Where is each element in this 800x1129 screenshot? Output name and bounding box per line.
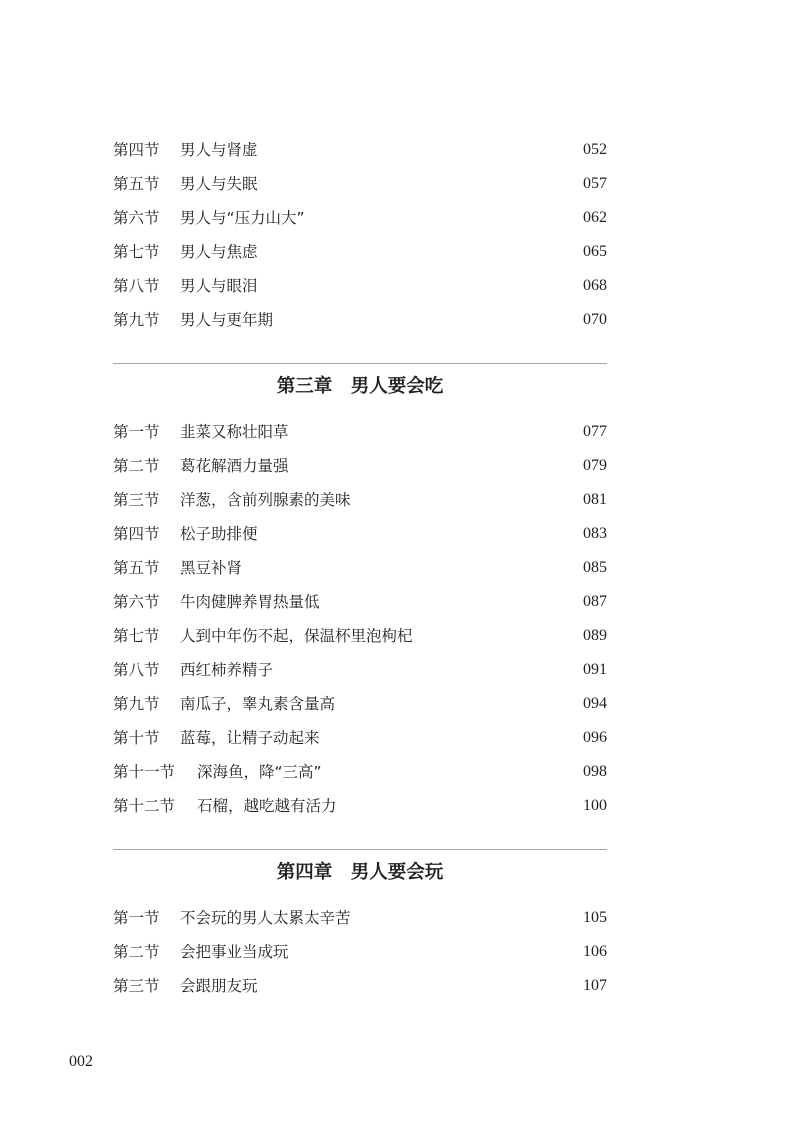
section-title: 男人与肾虚	[180, 141, 258, 159]
chapter-divider	[113, 363, 607, 364]
section-number: 第四节	[113, 141, 160, 159]
section-title: 男人与更年期	[180, 311, 274, 329]
section-title: 松子助排便	[180, 525, 258, 543]
section-title: 西红柿养精子	[180, 661, 274, 679]
section-number: 第七节	[113, 243, 160, 261]
toc-entry[interactable]	[113, 522, 607, 546]
chapter-divider	[113, 849, 607, 850]
section-page: 085	[583, 559, 607, 576]
section-number: 第十二节	[113, 797, 176, 815]
chapter-heading: 第三章 男人要会吃	[276, 376, 444, 397]
section-title: 不会玩的男人太累太辛苦	[180, 909, 351, 927]
toc-entry[interactable]	[113, 274, 607, 298]
section-number: 第九节	[113, 695, 160, 713]
toc-entry[interactable]	[113, 726, 607, 750]
section-page: 068	[583, 277, 607, 294]
section-page: 098	[583, 763, 607, 780]
section-number: 第六节	[113, 209, 160, 227]
section-number: 第三节	[113, 977, 160, 995]
toc-entry[interactable]	[113, 138, 607, 162]
section-page: 070	[583, 311, 607, 328]
section-page: 079	[583, 457, 607, 474]
section-page: 065	[583, 243, 607, 260]
section-title: 牛肉健脾养胃热量低	[180, 593, 320, 611]
section-title: 洋葱，含前列腺素的美味	[180, 491, 351, 509]
section-page: 062	[583, 209, 607, 226]
toc-entry[interactable]	[113, 172, 607, 196]
section-title: 男人与眼泪	[180, 277, 258, 295]
toc-entry[interactable]	[113, 940, 607, 964]
section-page: 083	[583, 525, 607, 542]
section-page: 052	[583, 141, 607, 158]
section-number: 第二节	[113, 457, 160, 475]
section-title: 会跟朋友玩	[180, 977, 258, 995]
section-number: 第八节	[113, 661, 160, 679]
toc-entry[interactable]	[113, 658, 607, 682]
toc-entry[interactable]	[113, 692, 607, 716]
section-page: 077	[583, 423, 607, 440]
section-number: 第五节	[113, 175, 160, 193]
section-title: 黑豆补肾	[180, 559, 243, 577]
section-number: 第四节	[113, 525, 160, 543]
section-number: 第五节	[113, 559, 160, 577]
section-page: 105	[583, 909, 607, 926]
section-number: 第一节	[113, 909, 160, 927]
toc-entry[interactable]	[113, 420, 607, 444]
section-number: 第十一节	[113, 763, 176, 781]
section-title: 人到中年伤不起，保温杯里泡枸杞	[180, 627, 413, 645]
section-page: 107	[583, 977, 607, 994]
toc-entry[interactable]	[113, 590, 607, 614]
toc-entry[interactable]	[113, 906, 607, 930]
section-page: 096	[583, 729, 607, 746]
section-title: 男人与失眠	[180, 175, 258, 193]
toc-entry[interactable]	[113, 308, 607, 332]
section-number: 第十节	[113, 729, 160, 747]
section-number: 第七节	[113, 627, 160, 645]
toc-entry[interactable]	[113, 974, 607, 998]
section-page: 089	[583, 627, 607, 644]
page-number: 002	[69, 1053, 93, 1070]
section-title: 男人与“压力山大”	[180, 209, 305, 227]
section-number: 第一节	[113, 423, 160, 441]
section-number: 第二节	[113, 943, 160, 961]
section-page: 081	[583, 491, 607, 508]
section-page: 087	[583, 593, 607, 610]
section-number: 第三节	[113, 491, 160, 509]
section-title: 南瓜子，睾丸素含量高	[180, 695, 336, 713]
section-page: 100	[583, 797, 607, 814]
section-page: 094	[583, 695, 607, 712]
section-page: 106	[583, 943, 607, 960]
section-title: 男人与焦虑	[180, 243, 258, 261]
section-page: 057	[583, 175, 607, 192]
section-number: 第六节	[113, 593, 160, 611]
section-number: 第九节	[113, 311, 160, 329]
toc-entry[interactable]	[113, 206, 607, 230]
section-title: 深海鱼，降“三高”	[197, 763, 322, 781]
section-title: 石榴，越吃越有活力	[197, 797, 337, 815]
section-title: 韭菜又称壮阳草	[180, 423, 289, 441]
toc-entry[interactable]	[113, 760, 607, 784]
section-title: 会把事业当成玩	[180, 943, 289, 961]
chapter-heading: 第四章 男人要会玩	[276, 862, 444, 883]
toc-entry[interactable]	[113, 488, 607, 512]
section-title: 蓝莓，让精子动起来	[180, 729, 320, 747]
section-title: 葛花解酒力量强	[180, 457, 289, 475]
toc-entry[interactable]	[113, 454, 607, 478]
section-number: 第八节	[113, 277, 160, 295]
toc-entry[interactable]	[113, 556, 607, 580]
toc-entry[interactable]	[113, 240, 607, 264]
toc-entry[interactable]	[113, 794, 607, 818]
toc-entry[interactable]	[113, 624, 607, 648]
section-page: 091	[583, 661, 607, 678]
